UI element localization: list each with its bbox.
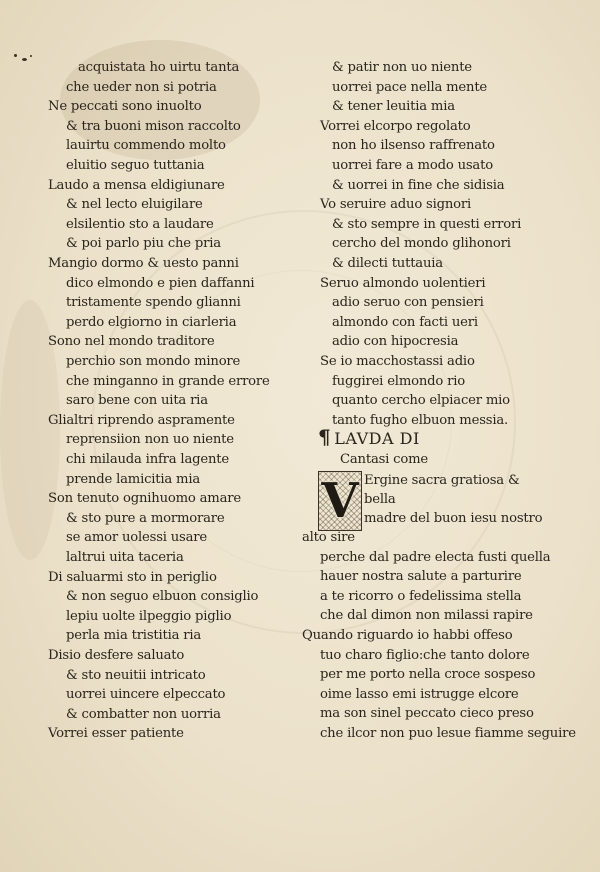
text-line: prende lamicitia mia: [66, 471, 201, 487]
text-line: & tener leuitia mia: [332, 99, 455, 115]
text-line: Sono nel mondo traditore: [48, 334, 215, 350]
text-line: fuggirei elmondo rio: [332, 373, 465, 389]
text-line: Vo seruire aduo signori: [320, 197, 472, 213]
text-line: almondo con facti ueri: [332, 314, 478, 330]
text-line: adio seruo con pensieri: [332, 295, 484, 311]
text-line: laltrui uita taceria: [66, 550, 184, 565]
text-line: Ne peccati sono inuolto: [48, 99, 202, 115]
text-line: eluitio seguo tuttania: [66, 158, 205, 173]
text-line: & non seguo elbuon consiglio: [66, 589, 259, 605]
text-line: uorrei fare a modo usato: [332, 158, 493, 173]
text-line: & sto pure a mormorare: [66, 510, 225, 526]
text-line: lauirtu commendo molto: [66, 138, 226, 154]
text-line: Son tenuto ognihuomo amare: [48, 491, 241, 507]
initial-letter: V: [321, 473, 359, 529]
text-line: perche dal padre electa fusti quella: [320, 549, 551, 565]
text-line: non ho ilsenso raffrenato: [332, 138, 495, 154]
text-line: che dal dimon non milassi rapire: [320, 608, 533, 624]
text-line: hauer nostra salute a parturire: [320, 569, 522, 585]
text-line: se amor uolessi usare: [66, 530, 207, 546]
text-line: che ilcor non puo lesue fiamme seguire: [320, 726, 576, 741]
text-line: Mangio dormo & uesto panni: [48, 256, 239, 271]
text-line: tuo charo figlio:che tanto dolore: [320, 647, 530, 663]
initial-line: bella: [364, 492, 396, 507]
text-line: & combatter non uorria: [66, 706, 221, 722]
text-line: reprensiion non uo niente: [66, 432, 234, 448]
text-line: lepiu uolte ilpeggio piglio: [66, 608, 232, 624]
text-line: dico elmondo e pien daffanni: [66, 275, 255, 291]
pilcrow-icon: ¶: [318, 425, 332, 449]
text-line: che minganno in grande errore: [66, 373, 270, 389]
text-line: quanto cercho elpiacer mio: [332, 393, 510, 409]
text-line: & poi parlo piu che pria: [66, 236, 221, 252]
text-line: ma son sinel peccato cieco preso: [320, 706, 534, 722]
text-line: per me porto nella croce sospeso: [320, 667, 536, 683]
text-line: a te ricorro o fedelissima stella: [320, 588, 522, 604]
text-line: Vorrei esser patiente: [48, 726, 184, 742]
ink-speck: [22, 58, 27, 61]
text-line: adio con hipocresia: [332, 334, 459, 350]
ink-speck: [30, 55, 32, 57]
text-line: tristamente spendo glianni: [66, 295, 241, 311]
text-line: chi milauda infra lagente: [66, 452, 229, 467]
text-line: tanto fugho elbuon messia.: [332, 412, 509, 428]
text-line: cercho del mondo glihonori: [332, 236, 511, 252]
text-line: Laudo a mensa eldigiunare: [48, 177, 225, 193]
text-line: & sto neuitii intricato: [66, 667, 206, 683]
text-line: elsilentio sto a laudare: [66, 216, 214, 232]
text-line: perla mia tristitia ria: [66, 628, 202, 644]
text-line: alto sire: [302, 530, 355, 545]
text-line: uorrei pace nella mente: [332, 79, 488, 95]
text-line: Quando riguardo io habbi offeso: [302, 628, 513, 643]
initial-line: madre del buon iesu nostro: [364, 511, 543, 526]
text-line: oime lasso emi istrugge elcore: [320, 686, 519, 702]
text-line: Vorrei elcorpo regolato: [320, 118, 471, 134]
text-line: & patir non uo niente: [332, 60, 472, 75]
decorated-initial: [318, 471, 362, 531]
text-line: Glialtri riprendo aspramente: [48, 412, 235, 428]
text-line: Seruo almondo uolentieri: [320, 275, 486, 291]
hymn-heading: [318, 425, 420, 449]
text-line: saro bene con uita ria: [66, 393, 208, 409]
text-line: Disio desfere saluato: [48, 648, 185, 663]
text-line: & dilecti tuttauia: [332, 256, 443, 271]
text-line: & nel lecto eluigilare: [66, 197, 203, 213]
ink-speck: [14, 54, 17, 57]
text-line: & sto sempre in questi errori: [332, 216, 522, 232]
text-line: & tra buoni mison raccolto: [66, 118, 241, 134]
text-line: perdo elgiorno in ciarleria: [66, 314, 237, 330]
hymn-subtitle: Cantasi come: [340, 452, 429, 467]
text-line: & uorrei in fine che sidisia: [332, 177, 505, 193]
text-line: che ueder non si potria: [66, 79, 217, 95]
text-line: Di saluarmi sto in periglio: [48, 569, 217, 585]
text-line: uorrei uincere elpeccato: [66, 687, 226, 703]
initial-line: Ergine sacra gratiosa &: [364, 473, 520, 488]
text-line: perchio son mondo minore: [66, 354, 241, 369]
text-line: acquistata ho uirtu tanta: [78, 60, 240, 75]
text-line: Se io macchostassi adio: [320, 354, 475, 369]
hymn-title: LAVDA DI: [334, 429, 420, 448]
